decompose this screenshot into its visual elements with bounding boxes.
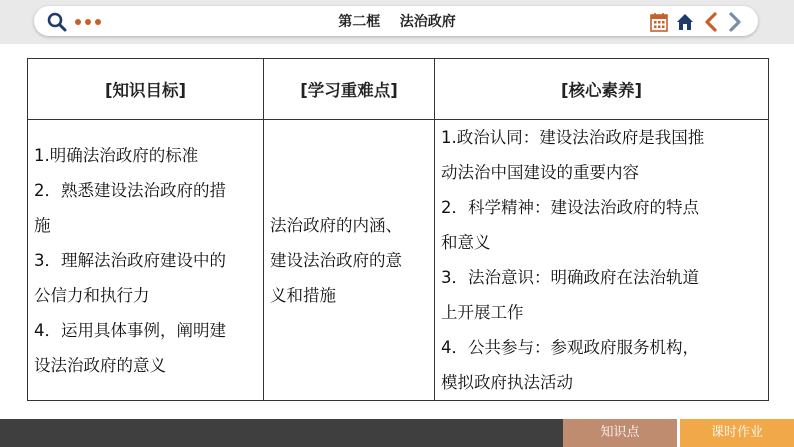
list-item: 施	[34, 215, 51, 235]
list-item: 3．理解法治政府建设中的	[34, 250, 226, 270]
key-points-cell	[264, 120, 435, 401]
calendar-icon[interactable]	[650, 12, 668, 32]
list-item: 3．法治意识：明确政府在法治轨道	[441, 268, 699, 287]
knowledge-point-button[interactable]: 知识点	[563, 419, 677, 447]
table-row	[28, 120, 769, 401]
list-item: 和意义	[441, 233, 491, 252]
core-competencies-cell	[435, 120, 769, 401]
list-item: 4．公共参与：参观政府服务机构，	[441, 338, 699, 357]
header-key-points: [学习重难点]	[264, 59, 435, 120]
list-item: 1.政治认同：建设法治政府是我国推	[441, 128, 705, 147]
table-header-row	[28, 59, 769, 120]
list-item: 上开展工作	[441, 303, 524, 322]
knowledge-goals-cell	[28, 120, 264, 401]
goals-table	[27, 58, 769, 401]
homework-button[interactable]: 课时作业	[680, 419, 794, 447]
list-item: 4．运用具体事例，阐明建	[34, 320, 226, 340]
list-item: 法治政府的内涵、	[270, 215, 402, 235]
list-item: 公信力和执行力	[34, 285, 150, 305]
forward-icon[interactable]	[728, 12, 742, 32]
list-item: 设法治政府的意义	[34, 355, 166, 375]
list-item: 建设法治政府的意	[270, 250, 402, 270]
page-title: 第二框 法治政府	[338, 14, 456, 30]
home-icon[interactable]	[675, 12, 695, 32]
list-item: 义和措施	[270, 285, 336, 305]
list-item: 2．熟悉建设法治政府的措	[34, 180, 226, 200]
list-item: 1.明确法治政府的标准	[34, 145, 199, 165]
list-item: 模拟政府执法活动	[441, 373, 573, 392]
back-icon[interactable]	[704, 12, 718, 32]
list-item: 动法治中国建设的重要内容	[441, 163, 639, 182]
header-core-competencies: [核心素养]	[435, 59, 769, 120]
list-item: 2．科学精神：建设法治政府的特点	[441, 198, 699, 217]
header-knowledge-goals: [知识目标]	[28, 59, 264, 120]
